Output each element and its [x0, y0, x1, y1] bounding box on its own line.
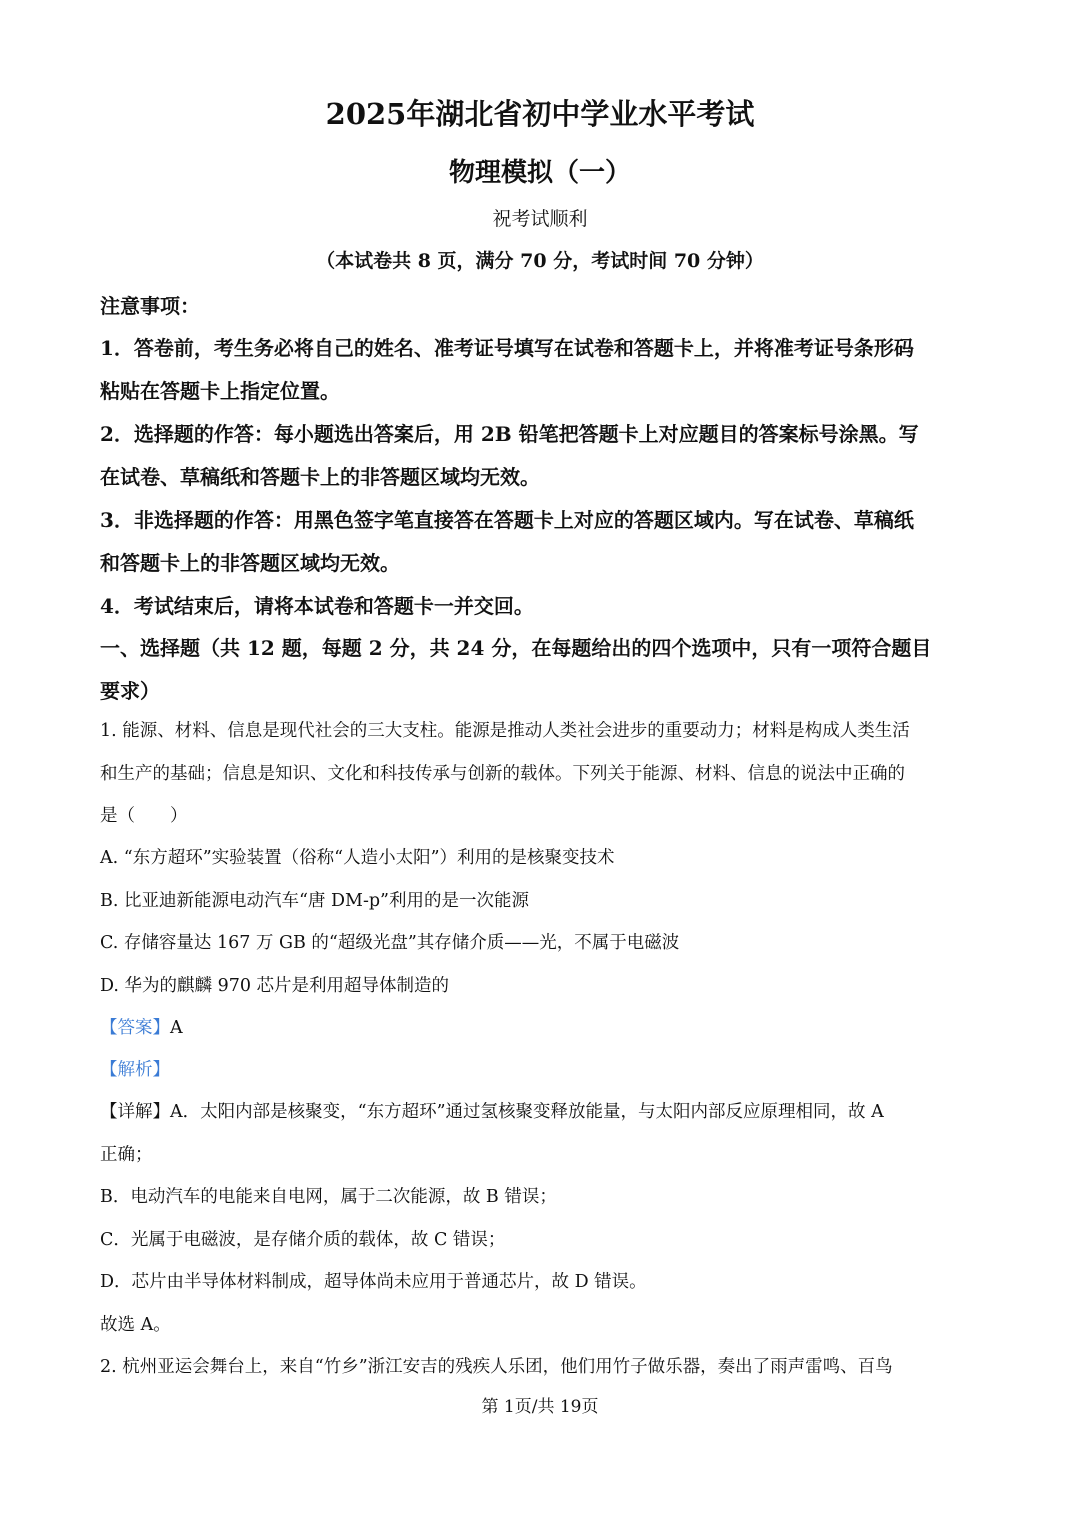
page-number: 第 1页/共 19页 [481, 1397, 599, 1417]
q1-stem: 1. 能源、材料、信息是现代社会的三大支柱。能源是推动人类社会进步的重要动力；材料是构成人类生活 [100, 721, 910, 741]
q1-stem: 和生产的基础；信息是知识、文化和科技传承与创新的载体。下列关于能源、材料、信息的说法中正确的 [100, 764, 905, 784]
q1-option-c: C. 存储容量达 167 万 GB 的“超级光盘”其存储介质——光，不属于电磁波 [100, 933, 680, 953]
q1-option-b: B. 比亚迪新能源电动汽车“唐 DM-p”利用的是一次能源 [100, 891, 530, 911]
exam-wish: 祝考试顺利 [492, 208, 588, 230]
section-heading-cont: 要求） [100, 679, 160, 703]
exam-info: （本试卷共 8 页，满分 70 分，考试时间 70 分钟） [316, 250, 764, 272]
q2-stem: 2. 杭州亚运会舞台上，来自“竹乡”浙江安吉的残疾人乐团，他们用竹子做乐器，奏出了雨声雷鸣、百鸟 [100, 1357, 893, 1377]
notice-item: 和答题卡上的非答题区域均无效。 [100, 551, 400, 575]
notice-item: 在试卷、草稿纸和答题卡上的非答题区域均无效。 [100, 465, 540, 489]
notice-heading: 注意事项： [100, 294, 200, 318]
q1-detail: D．芯片由半导体材料制成，超导体尚未应用于普通芯片，故 D 错误。 [100, 1272, 647, 1292]
q1-option-a: A. “东方超环”实验装置（俗称“人造小太阳”）利用的是核聚变技术 [100, 848, 615, 868]
exam-subtitle: 物理模拟（一） [448, 158, 631, 188]
notice-item: 粘贴在答题卡上指定位置。 [100, 379, 340, 403]
q1-option-d: D. 华为的麒麟 970 芯片是利用超导体制造的 [100, 976, 450, 996]
answer-value: A [170, 1018, 183, 1038]
notice-item: 1．答卷前，考生务必将自己的姓名、准考证号填写在试卷和答题卡上，并将准考证号条形码 [100, 336, 914, 360]
section-heading: 一、选择题（共 12 题，每题 2 分，共 24 分，在每题给出的四个选项中，只有一项符合题目 [100, 636, 932, 660]
q1-answer [100, 1014, 183, 1039]
q1-detail: 【详解】A．太阳内部是核聚变，“东方超环”通过氢核聚变释放能量，与太阳内部反应原理相同，故 A [100, 1102, 884, 1122]
q1-stem: 是（ ） [100, 806, 188, 826]
notice-item: 3．非选择题的作答：用黑色签字笔直接答在答题卡上对应的答题区域内。写在试卷、草稿纸 [100, 508, 914, 532]
answer-tag: 【答案】 [100, 1018, 170, 1038]
q1-detail: C．光属于电磁波，是存储介质的载体，故 C 错误； [100, 1230, 506, 1250]
exam-title: 2025年湖北省初中学业水平考试 [325, 97, 755, 131]
q1-detail: 正确； [100, 1145, 153, 1165]
notice-item: 4．考试结束后，请将本试卷和答题卡一并交回。 [100, 594, 534, 618]
q1-conclusion: 故选 A。 [100, 1315, 171, 1335]
analysis-tag: 【解析】 [100, 1060, 170, 1080]
q1-detail: B．电动汽车的电能来自电网，属于二次能源，故 B 错误； [100, 1187, 557, 1207]
notice-item: 2．选择题的作答：每小题选出答案后，用 2B 铅笔把答题卡上对应题目的答案标号涂黑。写 [100, 422, 919, 446]
